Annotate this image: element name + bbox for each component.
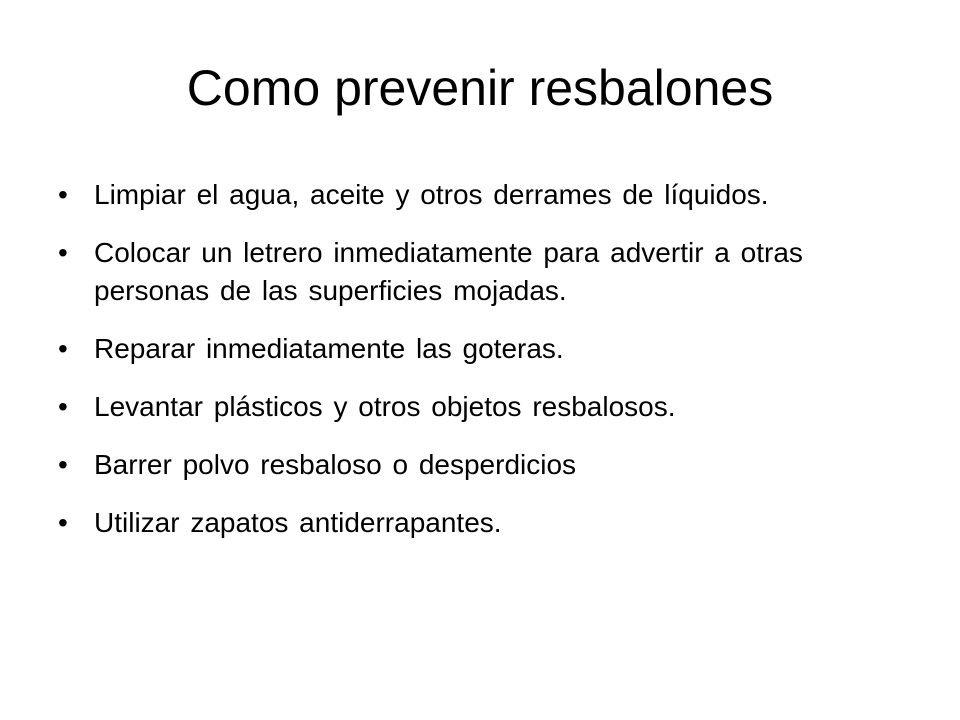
list-item-text: Utilizar zapatos antiderrapantes.: [94, 507, 502, 538]
list-item-text: Reparar inmediatamente las goteras.: [94, 333, 564, 364]
list-item-text: Colocar un letrero inmediatamente para advertir a otras personas de las superficies mojadas.: [94, 237, 803, 306]
list-item: [58, 446, 908, 484]
bullet-icon: •: [58, 333, 68, 364]
bullet-icon: •: [58, 507, 68, 538]
bullet-icon: •: [58, 449, 68, 480]
bullet-icon: •: [58, 179, 68, 210]
list-item: [58, 388, 908, 426]
list-item: [58, 330, 908, 368]
list-item-text: Limpiar el agua, aceite y otros derrames de líquidos.: [94, 179, 769, 210]
bullet-icon: •: [58, 237, 68, 268]
list-item-text: Barrer polvo resbaloso o desperdicios: [94, 449, 577, 480]
list-item: [58, 234, 908, 310]
list-item-text: Levantar plásticos y otros objetos resbalosos.: [94, 391, 676, 422]
bullet-list: [58, 176, 908, 562]
bullet-icon: •: [58, 391, 68, 422]
list-item: [58, 176, 908, 214]
slide-title: Como prevenir resbalones: [186, 60, 774, 116]
list-item: [58, 504, 908, 542]
